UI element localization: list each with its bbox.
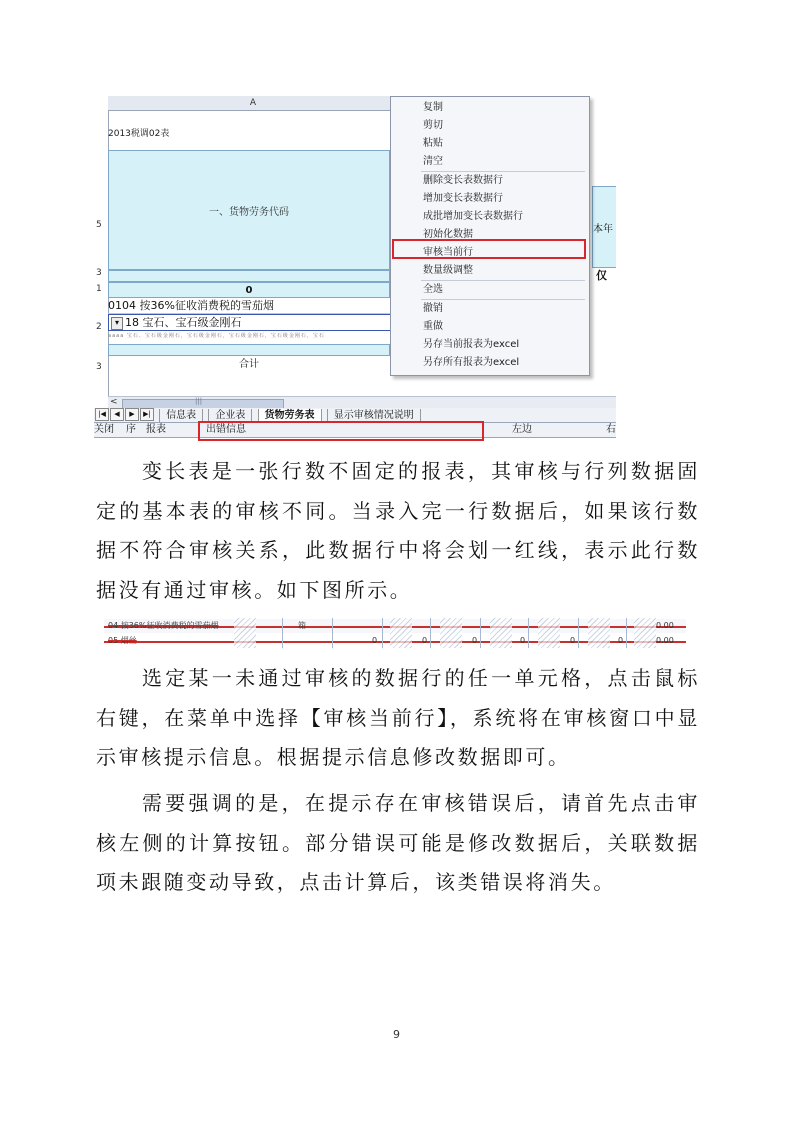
menu-item[interactable]: 撤销 [423,303,443,314]
hatched-cell [490,618,512,648]
menu-item[interactable]: 另存当前报表为excel [423,339,520,350]
status-col-index: 序 [126,424,136,435]
grid-line [282,618,283,648]
grid-line [480,618,481,648]
menu-item[interactable]: 删除变长表数据行 [423,175,503,186]
tiny-row-text: aaaa 宝石、宝石级金刚石，宝石级金刚石，宝石级金刚石，宝石级金刚石，宝石 [108,333,325,339]
blank-header-row [108,270,390,282]
row-text: 0104 按36%征收消费税的雪茄烟 [108,299,274,312]
row-value: 0 [520,636,526,645]
hatched-cell [634,618,656,648]
row-mark: 1 [96,284,102,294]
menu-item-audit-current-row[interactable]: 审核当前行 [423,247,473,258]
section-header-label: 一、货物劳务代码 [209,206,289,218]
table-row[interactable] [108,298,390,314]
row-mark: 5 [96,220,102,230]
row-unit: 箱 [298,621,306,630]
row-amount: 0.00 [656,621,674,630]
first-sheet-icon[interactable]: |◀ [95,408,109,421]
scroll-left-icon[interactable]: < [110,397,118,407]
section-header-cell[interactable] [108,150,390,270]
row-mark: 2 [96,322,102,332]
paragraph-variable-table: 变长表是一张行数不固定的报表，其审核与行列数据固定的基本表的审核不同。当录入完一行数据后，如果该行数据不符合审核关系，此数据行中将会划一红线，表示此行数据没有通过审核。如下图所示。 [96,459,700,602]
zero-cell-value: 0 [245,284,253,296]
menu-item[interactable]: 成批增加变长表数据行 [423,211,523,222]
menu-item[interactable]: 全选 [423,284,443,295]
error-info-highlight [198,421,484,441]
grid-line [382,618,383,648]
table-row-selected[interactable] [108,314,392,331]
tab-enterprise-sheet[interactable]: 企业表 [208,409,252,423]
menu-item[interactable]: 另存所有报表为excel [423,357,520,368]
row-mark: 3 [96,362,102,372]
row-value: 0 [570,636,576,645]
status-col-error-info: 出错信息 [206,424,246,435]
next-sheet-icon[interactable]: ▶ [125,408,139,421]
hatched-cell [538,618,560,648]
hatched-cell [390,618,412,648]
row-label: 04 按36%征收消费税的雪茄烟 [108,621,219,630]
menu-item[interactable]: 清空 [423,156,443,167]
zero-cell[interactable] [108,282,390,298]
tab-info-sheet[interactable]: 信息表 [159,409,203,423]
status-col-left: 左边 [512,424,532,435]
audit-current-row-highlight [392,239,586,259]
right-header-cell [592,186,616,268]
right-bold-text: 仅 [596,269,607,282]
menu-item[interactable]: 重做 [423,321,443,332]
row-value: 0 [472,636,478,645]
grid-line [578,618,579,648]
tab-audit-notes[interactable]: 显示审核情况说明 [327,409,421,423]
failed-row-screenshot [104,618,686,650]
grid-line [430,618,431,648]
tab-goods-services-sheet[interactable]: 货物劳务表 [258,409,322,423]
menu-item[interactable]: 增加变长表数据行 [423,193,503,204]
hatched-cell [588,618,610,648]
right-header-text: 本年 [593,223,613,235]
paragraph-emphasis: 需要强调的是，在提示存在审核错误后，请首先点击审核左侧的计算按钮。部分错误可能是修改数据后，关联数据项未跟随变动导致，点击计算后，该类错误将消失。 [96,791,700,894]
column-header-a[interactable]: A [108,96,398,111]
menu-item[interactable]: 数量级调整 [423,265,473,276]
grid-line [528,618,529,648]
chevron-down-icon[interactable]: ▾ [111,317,123,330]
blank-row [108,344,390,356]
status-col-close[interactable]: 关闭 [94,424,114,435]
menu-item[interactable]: 复制 [423,102,443,113]
context-menu [390,96,590,376]
last-sheet-icon[interactable]: ▶| [140,408,154,421]
total-label: 合计 [239,359,259,370]
menu-item[interactable]: 粘贴 [423,138,443,149]
paragraph-select-row: 选定某一未通过审核的数据行的任一单元格，点击鼠标右键，在菜单中选择【审核当前行】，系统将在审核窗口中显示审核提示信息。根据提示信息修改数据即可。 [96,666,700,769]
page-number: 9 [393,1028,400,1041]
row-value: 0 [372,636,378,645]
prev-sheet-icon[interactable]: ◀ [110,408,124,421]
scroll-grip: ||| [195,397,203,405]
grid-line [626,618,627,648]
row-value: 0 [422,636,428,645]
total-row[interactable] [108,358,390,372]
menu-item[interactable]: 初始化数据 [423,229,473,240]
row-value: 0 [618,636,624,645]
table-title: 2013税调02表 [108,129,170,139]
row-amount: 0.00 [656,636,674,645]
status-col-right: 右 [606,424,616,435]
row-mark: 3 [96,268,102,278]
status-col-report: 报表 [146,424,166,435]
row-text: 18 宝石、宝石级金刚石 [125,316,242,329]
hatched-cell [440,618,462,648]
row-label: 05 烟丝 [108,636,137,645]
menu-item[interactable]: 剪切 [423,120,443,131]
report-software-screenshot [94,96,616,446]
grid-line [332,618,333,648]
hatched-cell [234,618,256,648]
